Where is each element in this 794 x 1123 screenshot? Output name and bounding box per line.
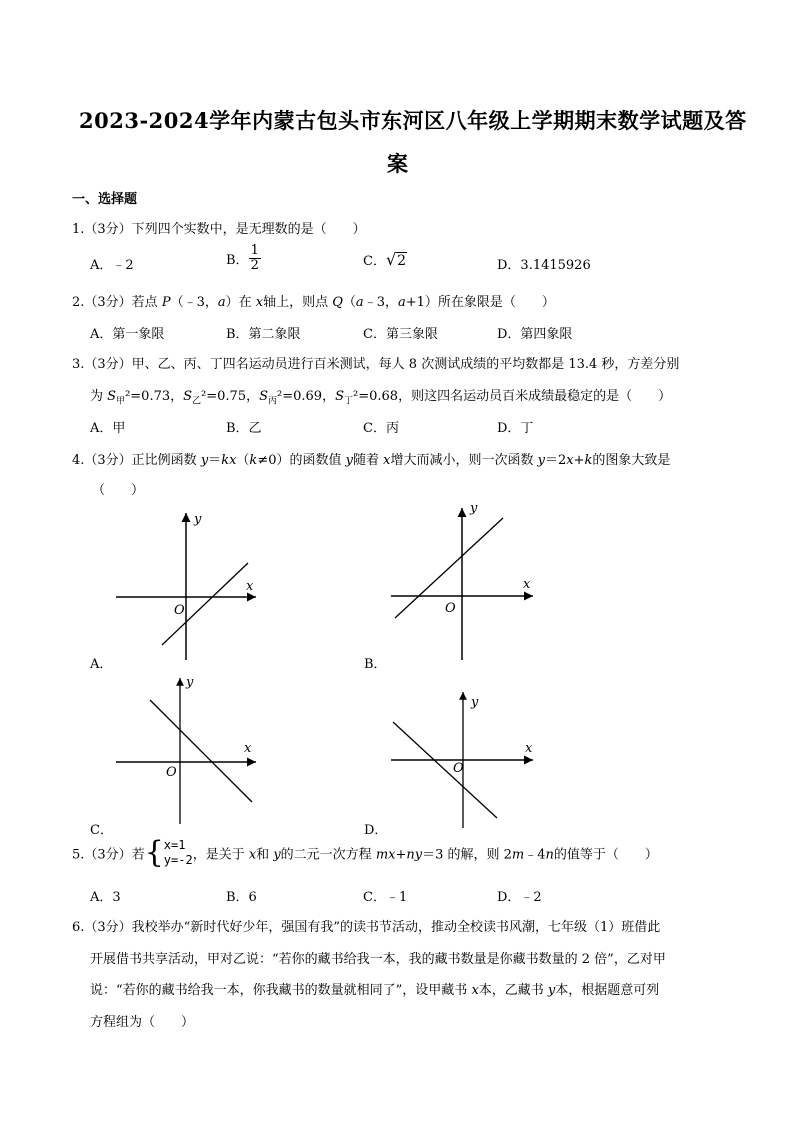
origin-label: O (174, 603, 185, 618)
q2-option-d: D．第四象限 (497, 327, 573, 342)
function-line (393, 722, 497, 818)
sqrt-symbol: √ (385, 250, 397, 269)
y-label: y (470, 501, 478, 516)
q4-stem: 4.（3分）正比例函数 y＝kx（k≠0）的函数值 y随着 x增大而减小，则一次函数 y＝2x+k的图象大致是 (72, 453, 671, 468)
q2-option-c: C．第三象限 (363, 327, 438, 342)
q2-option-a: A．第一象限 (90, 327, 165, 342)
q3-option-b: B．乙 (226, 421, 262, 436)
function-line (150, 700, 252, 802)
q1-stem: 1.（3分）下列四个实数中，是无理数的是（ ） (72, 222, 366, 237)
q1-option-a: A．﹣2 (90, 258, 134, 273)
x-label: x (525, 741, 533, 756)
x-label: x (523, 577, 531, 592)
brace-symbol: { (144, 835, 164, 870)
origin-label: O (166, 765, 177, 780)
page-title-line2: 案 (387, 151, 409, 176)
q1-option-d: D．3.1415926 (497, 258, 591, 273)
q4-label-d: D． (364, 823, 388, 838)
q5-option-b: B．6 (226, 890, 257, 905)
q6-line1: 6.（3分）我校举办“新时代好少年，强国有我”的读书节活动，推动全校读书风潮，七年级（1）班借此 (72, 920, 661, 935)
y-label: y (471, 695, 479, 710)
origin-label: O (453, 761, 464, 776)
q3-option-c: C．丙 (363, 421, 399, 436)
q3-line1: 3.（3分）甲、乙、丙、丁四名运动员进行百米测试，每人 8 次测试成绩的平均数都是 13.4 秒，方差分别 (72, 357, 680, 372)
q4-label-a: A． (90, 657, 113, 672)
q5-option-a: A．3 (90, 890, 121, 905)
q5-option-c: C．﹣1 (363, 890, 408, 905)
q4-label-c: C． (90, 823, 113, 838)
origin-label: O (445, 601, 456, 616)
y-label: y (194, 512, 202, 527)
q5-option-d: D．﹣2 (497, 890, 542, 905)
q6-line2: 开展借书共享活动，甲对乙说：“若你的藏书给我一本，我的藏书数量是你藏书数量的 2 倍”，乙对甲 (90, 952, 666, 967)
q2-option-b: B．第二象限 (226, 327, 301, 342)
q2-stem: 2.（3分）若点 P（﹣3，a）在 x轴上，则点 Q（a﹣3，a+1）所在象限是（ ） (72, 295, 555, 310)
x-label: x (246, 579, 254, 594)
fraction: $\frac{1}{2}$ (250, 243, 259, 273)
y-label: y (186, 675, 194, 690)
q4-label-b: B． (364, 657, 387, 672)
x-label: x (244, 741, 252, 756)
q4-graph-b (385, 500, 545, 665)
q1-option-c: C．√2 (363, 250, 407, 269)
q4-graph-c (110, 672, 270, 832)
q1-option-b: B． $\frac{1}{2}$ (226, 243, 259, 273)
q4-graph-d (385, 688, 545, 833)
page-title-line1: 2023-2024学年内蒙古包头市东河区八年级上学期期末数学试题及答 (79, 108, 747, 133)
equation-system: x=1 y=-2 (163, 838, 193, 867)
q4-graph-a (110, 505, 270, 665)
q3-option-d: D．丁 (497, 421, 534, 436)
section-heading: 一、选择题 (72, 192, 138, 207)
q6-line3: 说：“若你的藏书给我一本，你我藏书的数量就相同了”，设甲藏书 x本，乙藏书 y本，根据题意可列 (90, 983, 660, 998)
q4-paren: （ ） (92, 483, 145, 498)
q3-line2: 为 $S_甲^2=0.73$，$S_乙^2=0.75$，$S_丙^2=0.69$，$S_丁^2=0.68$，则这四名运动员百米成绩最稳定的是（ ） (90, 389, 672, 407)
q3-option-a: A．甲 (90, 421, 126, 436)
q6-line4: 方程组为（ ） (90, 1015, 195, 1030)
q5-stem: 5.（3分）若{ x=1 y=-2 ，是关于 x和 y的二元一次方程 mx+ny＝3 的解，则 2m﹣4n的值等于（ ） (72, 835, 658, 870)
